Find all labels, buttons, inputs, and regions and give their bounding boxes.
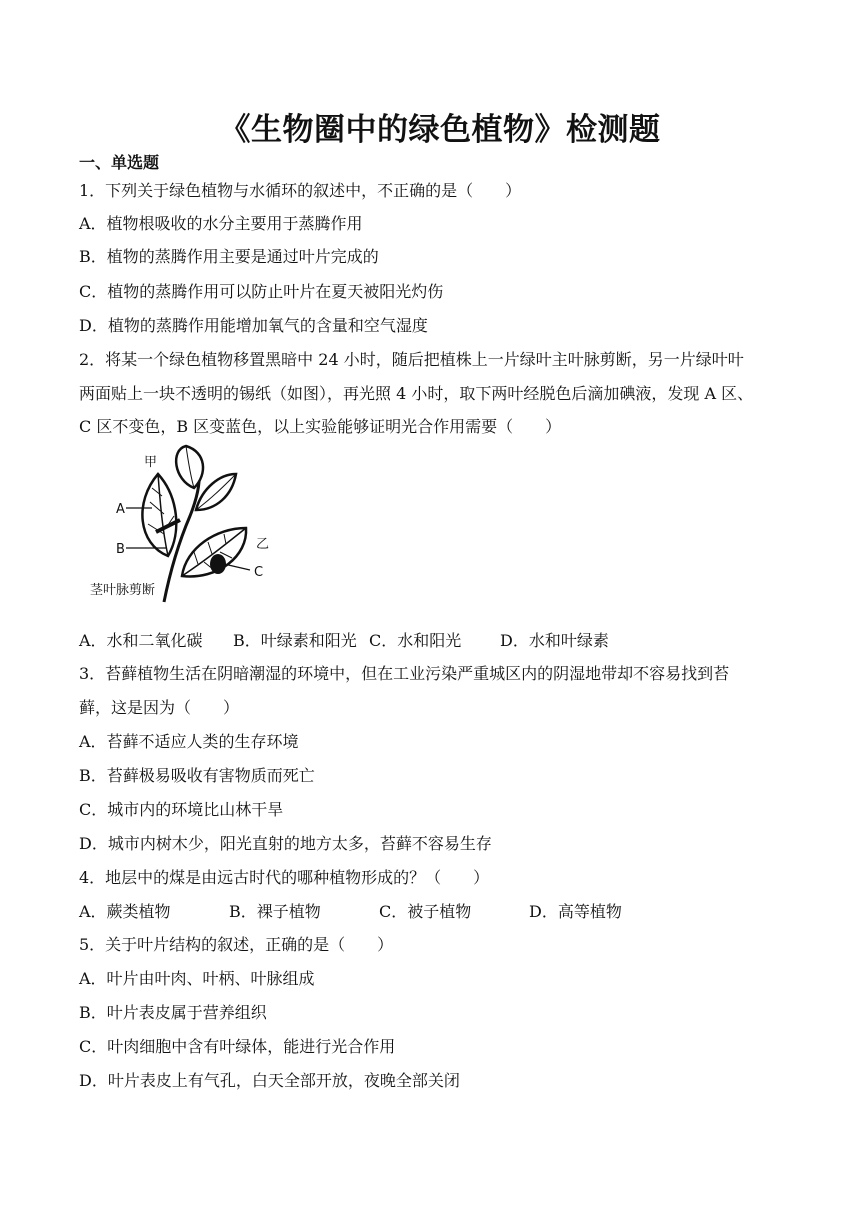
question-2-stem-line-1: 2．将某一个绿色植物移置黑暗中 24 小时，随后把植株上一片绿叶主叶脉剪断，另一片绿叶叶 [79,350,744,369]
question-5-option-c: C．叶肉细胞中含有叶绿体，能进行光合作用 [79,1037,396,1056]
question-2-stem-line-2: 两面贴上一块不透明的锡纸（如图），再光照 4 小时，取下两叶经脱色后滴加碘液，发现 A 区、 [79,384,754,403]
question-1-option-d: D．植物的蒸腾作用能增加氧气的含量和空气湿度 [79,316,428,335]
label-a: A [116,502,125,517]
question-5-option-d: D．叶片表皮上有气孔，白天全部开放，夜晚全部关闭 [79,1071,460,1090]
question-4-option-b: B．裸子植物 [229,902,321,921]
section-heading: 一、单选题 [79,153,160,172]
label-c: C [254,565,264,580]
question-2-option-b: B．叶绿素和阳光 [233,631,357,650]
question-5-option-a: A．叶片由叶肉、叶柄、叶脉组成 [79,969,315,988]
foil-patch [210,554,226,574]
question-4-options [79,901,622,923]
question-5-stem: 5．关于叶片结构的叙述，正确的是（ ） [79,935,394,954]
question-4-option-c: C．被子植物 [379,902,472,921]
question-2-options [79,630,609,652]
question-1-stem: 1．下列关于绿色植物与水循环的叙述中，不正确的是（ ） [79,181,522,200]
question-3-option-b: B．苔藓极易吸收有害物质而死亡 [79,766,315,785]
label-jia: 甲 [144,455,158,470]
label-b: B [116,542,125,557]
leaf-experiment-figure [86,444,276,604]
question-3-option-d: D．城市内树木少，阳光直射的地方太多，苔藓不容易生存 [79,834,492,853]
question-2-option-d: D．水和叶绿素 [500,631,609,650]
figure-caption: 茎叶脉剪断 [90,583,156,598]
question-3-option-c: C．城市内的环境比山林干旱 [79,800,284,819]
question-1-option-a: A．植物根吸收的水分主要用于蒸腾作用 [79,214,363,233]
question-3-stem-line-2: 藓，这是因为（ ） [79,698,240,717]
label-yi: 乙 [256,537,270,552]
question-5-option-b: B．叶片表皮属于营养组织 [79,1003,267,1022]
question-1-option-c: C．植物的蒸腾作用可以防止叶片在夏天被阳光灼伤 [79,282,444,301]
question-2-option-c: C．水和阳光 [369,631,462,650]
pointer-c [224,564,250,570]
question-4-option-a: A．蕨类植物 [79,902,171,921]
question-4-option-d: D．高等植物 [529,902,622,921]
question-1-option-b: B．植物的蒸腾作用主要是通过叶片完成的 [79,247,379,266]
question-2-stem-line-3: C 区不变色，B 区变蓝色，以上实验能够证明光合作用需要（ ） [79,417,562,436]
question-4-stem: 4．地层中的煤是由远古时代的哪种植物形成的？（ ） [79,868,490,887]
question-3-option-a: A．苔藓不适应人类的生存环境 [79,732,299,751]
question-3-stem-line-1: 3．苔藓植物生活在阴暗潮湿的环境中，但在工业污染严重城区内的阴湿地带却不容易找到苔 [79,664,730,683]
question-2-option-a: A．水和二氧化碳 [79,631,203,650]
page-title: 《生物圈中的绿色植物》检测题 [219,112,661,148]
